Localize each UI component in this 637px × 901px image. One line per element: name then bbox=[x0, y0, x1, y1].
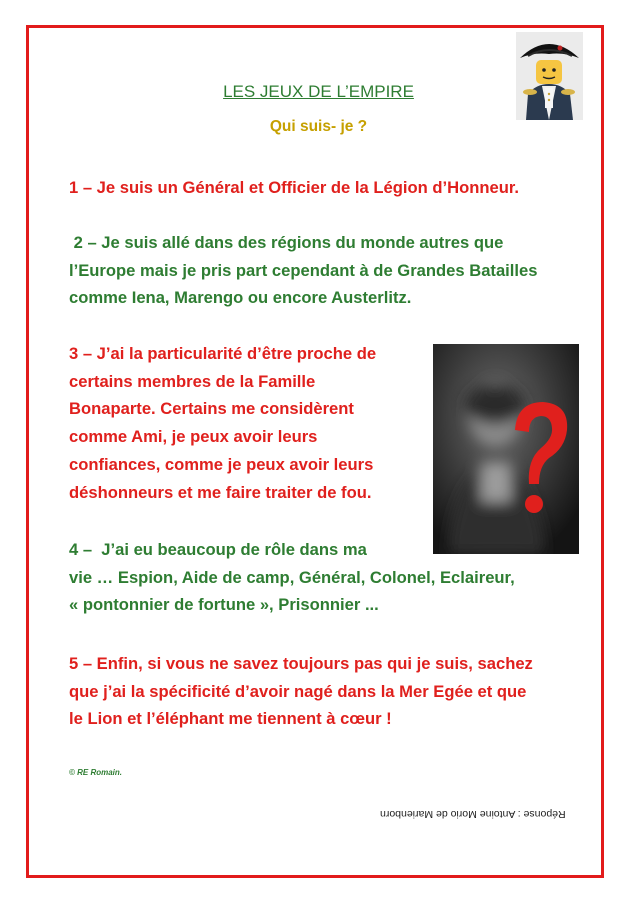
page-title: LES JEUX DE L’EMPIRE bbox=[223, 82, 414, 101]
clue-3-line: déshonneurs et me faire traiter de fou. bbox=[69, 482, 372, 502]
copyright-note: © RE Romain. bbox=[69, 768, 123, 777]
clue-5-line: le Lion et l’éléphant me tiennent à cœur ! bbox=[69, 709, 392, 729]
clue-5-line: que j’ai la spécificité d’avoir nagé dans la Mer Egée et que bbox=[69, 681, 527, 701]
page-subtitle: Qui suis- je ? bbox=[269, 118, 368, 135]
clue-2-line: comme Iena, Marengo ou encore Austerlitz. bbox=[69, 288, 412, 308]
clue-4 bbox=[69, 536, 515, 619]
clue-3-line: 3 – J’ai la particularité d’être proche de bbox=[69, 344, 377, 363]
clue-3-line: certains membres de la Famille bbox=[69, 371, 316, 391]
clue-4-line: 4 – J’ai eu beaucoup de rôle dans ma bbox=[69, 540, 367, 559]
clue-3-line: confiances, comme je peux avoir leurs bbox=[69, 454, 374, 474]
clue-5 bbox=[69, 650, 533, 733]
clue-3-line: comme Ami, je peux avoir leurs bbox=[69, 427, 318, 447]
clue-2-line: 2 – Je suis allé dans des régions du monde autres que bbox=[69, 233, 504, 252]
clue-1-line: 1 – Je suis un Général et Officier de la Légion d’Honneur. bbox=[69, 178, 519, 197]
upside-down-answer: Réponse : Antoine Morio de Marienborn bbox=[380, 808, 566, 820]
clue-4-line: vie … Espion, Aide de camp, Général, Colonel, Eclaireur, bbox=[69, 567, 515, 587]
clue-3-line: Bonaparte. Certains me considèrent bbox=[69, 399, 354, 419]
clue-5-line: 5 – Enfin, si vous ne savez toujours pas qui je suis, sachez bbox=[69, 654, 533, 673]
mystery-portrait-icon bbox=[433, 344, 579, 554]
clue-2 bbox=[69, 229, 537, 312]
napoleon-figure-icon bbox=[516, 32, 583, 120]
clue-3 bbox=[69, 340, 376, 506]
clue-1 bbox=[69, 174, 519, 202]
clue-2-line: l’Europe mais je pris part cependant à de Grandes Batailles bbox=[69, 260, 538, 280]
clue-4-line: « pontonnier de fortune », Prisonnier ... bbox=[69, 595, 379, 615]
